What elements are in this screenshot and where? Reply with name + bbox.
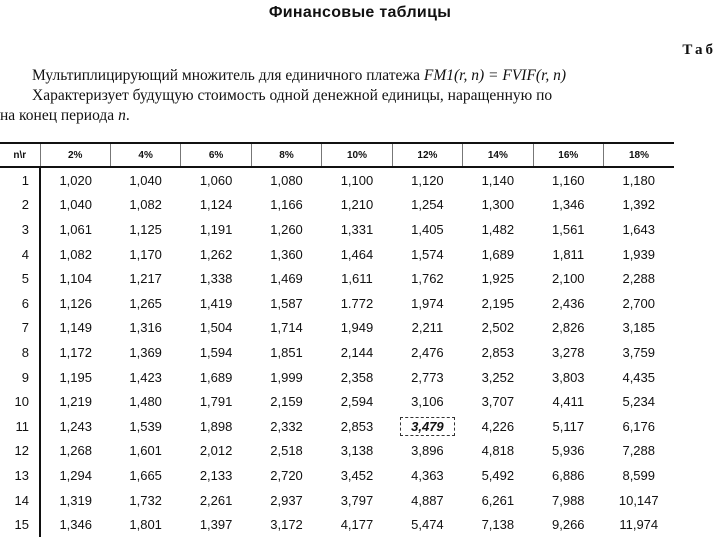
value-cell: 1,160 bbox=[552, 172, 585, 188]
value-cell: 1,243 bbox=[59, 418, 92, 434]
value-cell: 5,936 bbox=[552, 443, 585, 459]
value-cell: 1,061 bbox=[59, 221, 92, 237]
value-cell: 1,665 bbox=[129, 467, 162, 483]
value-cell: 3,759 bbox=[622, 344, 656, 360]
period-cell: 7 bbox=[0, 316, 40, 341]
value-cell: 1,331 bbox=[340, 221, 374, 237]
value-cell: 2,476 bbox=[411, 344, 444, 360]
table-row bbox=[0, 242, 674, 267]
value-cell: 1,714 bbox=[270, 320, 303, 336]
table-row bbox=[0, 167, 674, 193]
value-cell: 2,937 bbox=[270, 492, 303, 508]
rate-header: 16% bbox=[533, 143, 603, 167]
value-cell: 1,574 bbox=[411, 246, 444, 262]
period-cell: 8 bbox=[0, 340, 40, 365]
value-cell: 2,518 bbox=[270, 443, 303, 459]
value-cell: 1,338 bbox=[199, 271, 233, 287]
value-cell: 3,896 bbox=[411, 443, 444, 459]
caption-period: . bbox=[125, 107, 130, 124]
value-cell: 4,435 bbox=[622, 369, 656, 385]
value-cell: 1,125 bbox=[129, 221, 162, 237]
rate-header: 2% bbox=[40, 143, 110, 167]
value-cell: 11,974 bbox=[619, 517, 659, 533]
value-cell: 1,191 bbox=[199, 221, 233, 237]
value-cell: 5,234 bbox=[622, 394, 656, 410]
value-cell: 1,217 bbox=[129, 271, 162, 287]
value-cell: 2,853 bbox=[340, 418, 374, 434]
value-cell: 1,405 bbox=[411, 221, 444, 237]
period-cell: 3 bbox=[0, 217, 40, 242]
value-cell: 2,826 bbox=[552, 320, 585, 336]
page-title: Финансовые таблицы bbox=[268, 4, 452, 21]
value-cell: 1,811 bbox=[552, 246, 585, 262]
value-cell: 1,480 bbox=[129, 394, 162, 410]
value-cell: 3,138 bbox=[340, 443, 374, 459]
value-cell: 1.772 bbox=[340, 295, 374, 311]
caption-text: на конец периода bbox=[0, 107, 119, 124]
value-cell: 1,082 bbox=[129, 197, 162, 213]
value-cell: 2,720 bbox=[270, 467, 303, 483]
corner-header: n\r bbox=[0, 143, 40, 167]
table-row bbox=[0, 266, 674, 291]
value-cell: 3,278 bbox=[552, 344, 585, 360]
period-cell: 4 bbox=[0, 242, 40, 267]
value-cell: 1,180 bbox=[622, 172, 656, 188]
table-row bbox=[0, 488, 674, 513]
value-cell: 9,266 bbox=[552, 517, 585, 533]
value-cell: 1,126 bbox=[59, 295, 92, 311]
rate-header: 8% bbox=[251, 143, 321, 167]
value-cell: 1,419 bbox=[199, 295, 233, 311]
caption-line-1 bbox=[0, 66, 720, 86]
value-cell: 1,040 bbox=[129, 172, 162, 188]
period-cell: 15 bbox=[0, 512, 40, 537]
highlighted-value-cell bbox=[392, 414, 462, 439]
value-cell: 1,346 bbox=[552, 197, 585, 213]
table-row bbox=[0, 463, 674, 488]
value-cell: 1,300 bbox=[481, 197, 515, 213]
value-cell: 2,773 bbox=[411, 369, 444, 385]
value-cell: 2,261 bbox=[199, 492, 233, 508]
value-cell: 1,587 bbox=[270, 295, 303, 311]
table-row bbox=[0, 414, 674, 439]
value-cell: 1,762 bbox=[411, 271, 444, 287]
value-cell: 2,133 bbox=[199, 467, 233, 483]
value-cell: 3,252 bbox=[481, 369, 515, 385]
table-caption bbox=[0, 66, 720, 126]
value-cell: 1,254 bbox=[411, 197, 444, 213]
value-cell: 3,106 bbox=[411, 394, 444, 410]
value-cell: 1,265 bbox=[129, 295, 162, 311]
value-cell: 1,469 bbox=[270, 271, 303, 287]
rate-header: 14% bbox=[463, 143, 533, 167]
value-cell: 1,170 bbox=[129, 246, 162, 262]
value-cell: 1,539 bbox=[129, 418, 162, 434]
period-cell: 5 bbox=[0, 266, 40, 291]
rate-header: 10% bbox=[322, 143, 392, 167]
value-cell: 4,818 bbox=[481, 443, 515, 459]
value-cell: 1,319 bbox=[59, 492, 92, 508]
value-cell: 1,360 bbox=[270, 246, 303, 262]
value-cell: 7,138 bbox=[481, 517, 515, 533]
value-cell: 1,120 bbox=[411, 172, 444, 188]
rate-header: 18% bbox=[604, 143, 675, 167]
table-label: Таб bbox=[682, 42, 716, 58]
period-cell: 12 bbox=[0, 439, 40, 464]
value-cell: 1,939 bbox=[622, 246, 656, 262]
fvif-table bbox=[0, 142, 674, 537]
period-cell: 1 bbox=[0, 167, 40, 193]
value-cell: 3,172 bbox=[270, 517, 303, 533]
value-cell: 1,974 bbox=[411, 295, 444, 311]
value-cell: 4,363 bbox=[411, 467, 444, 483]
table-row bbox=[0, 365, 674, 390]
period-cell: 10 bbox=[0, 389, 40, 414]
value-cell: 1,925 bbox=[481, 271, 515, 287]
value-cell: 1,949 bbox=[340, 320, 374, 336]
value-cell: 1,149 bbox=[59, 320, 92, 336]
value-cell: 2,288 bbox=[622, 271, 656, 287]
value-cell: 1,172 bbox=[59, 344, 92, 360]
value-cell: 2,159 bbox=[270, 394, 303, 410]
table-row bbox=[0, 316, 674, 341]
table-row bbox=[0, 217, 674, 242]
value-cell: 6,886 bbox=[552, 467, 585, 483]
period-cell: 9 bbox=[0, 365, 40, 390]
value-cell: 1,732 bbox=[129, 492, 162, 508]
value-cell: 2,211 bbox=[411, 320, 444, 336]
value-cell: 7,288 bbox=[622, 443, 656, 459]
value-cell: 2,144 bbox=[340, 344, 374, 360]
value-cell: 2,700 bbox=[622, 295, 656, 311]
value-cell: 1,611 bbox=[341, 271, 373, 287]
value-cell: 7,988 bbox=[552, 492, 585, 508]
caption-variable: n bbox=[118, 107, 126, 124]
value-cell: 1,082 bbox=[59, 246, 92, 262]
value-cell: 3,707 bbox=[481, 394, 515, 410]
value-cell: 1,294 bbox=[59, 467, 92, 483]
period-cell: 6 bbox=[0, 291, 40, 316]
period-cell: 2 bbox=[0, 193, 40, 218]
value-cell: 1,561 bbox=[552, 221, 585, 237]
value-cell: 1,140 bbox=[481, 172, 515, 188]
value-cell: 1,464 bbox=[340, 246, 374, 262]
value-cell: 1,219 bbox=[59, 394, 92, 410]
value-cell: 2,195 bbox=[481, 295, 515, 311]
table-row bbox=[0, 439, 674, 464]
value-cell: 4,177 bbox=[340, 517, 374, 533]
value-cell: 1,262 bbox=[199, 246, 233, 262]
period-cell: 11 bbox=[0, 414, 40, 439]
value-cell: 1,100 bbox=[340, 172, 374, 188]
caption-line-2: Характеризует будущую стоимость одной денежной единицы, наращенную по bbox=[32, 87, 553, 104]
value-cell: 1,104 bbox=[59, 271, 92, 287]
value-cell: 1,060 bbox=[199, 172, 233, 188]
table-row bbox=[0, 512, 674, 537]
value-cell: 5,492 bbox=[481, 467, 515, 483]
value-cell: 1,316 bbox=[129, 320, 162, 336]
value-cell: 1,268 bbox=[59, 443, 92, 459]
value-cell: 1,851 bbox=[270, 344, 303, 360]
value-cell: 1,801 bbox=[129, 517, 162, 533]
value-cell: 10,147 bbox=[618, 492, 659, 508]
value-cell: 2,594 bbox=[340, 394, 374, 410]
value-cell: 1,020 bbox=[59, 172, 92, 188]
caption-formula: FM1(r, n) = FVIF(r, n) bbox=[423, 67, 567, 84]
value-cell: 1,369 bbox=[129, 344, 162, 360]
table-row bbox=[0, 291, 674, 316]
value-cell: 4,887 bbox=[411, 492, 444, 508]
highlighted-value: 3,479 bbox=[400, 417, 455, 436]
value-cell: 4,411 bbox=[552, 394, 585, 410]
value-cell: 1,397 bbox=[199, 517, 233, 533]
value-cell: 1,594 bbox=[199, 344, 233, 360]
value-cell: 2,100 bbox=[552, 271, 585, 287]
caption-line-3 bbox=[0, 106, 720, 126]
value-cell: 1,195 bbox=[59, 369, 92, 385]
value-cell: 1,898 bbox=[199, 418, 233, 434]
value-cell: 1,210 bbox=[340, 197, 374, 213]
value-cell: 1,601 bbox=[129, 443, 162, 459]
value-cell: 2,502 bbox=[481, 320, 515, 336]
table-row bbox=[0, 389, 674, 414]
period-cell: 14 bbox=[0, 488, 40, 513]
value-cell: 2,332 bbox=[270, 418, 303, 434]
value-cell: 1,482 bbox=[481, 221, 515, 237]
rate-header: 6% bbox=[181, 143, 251, 167]
value-cell: 1,040 bbox=[59, 197, 92, 213]
period-cell: 13 bbox=[0, 463, 40, 488]
header-row bbox=[0, 143, 674, 167]
value-cell: 8,599 bbox=[622, 467, 656, 483]
caption-text: Мультиплицирующий множитель для единичного платежа bbox=[32, 67, 424, 84]
value-cell: 1,689 bbox=[199, 369, 233, 385]
value-cell: 3,185 bbox=[622, 320, 656, 336]
value-cell: 2,358 bbox=[340, 369, 374, 385]
value-cell: 5,474 bbox=[411, 517, 444, 533]
value-cell: 1,260 bbox=[270, 221, 303, 237]
value-cell: 1,346 bbox=[59, 517, 92, 533]
value-cell: 1,999 bbox=[270, 369, 303, 385]
value-cell: 1,423 bbox=[129, 369, 162, 385]
value-cell: 1,504 bbox=[199, 320, 233, 336]
value-cell: 5,117 bbox=[552, 418, 585, 434]
value-cell: 1,791 bbox=[199, 394, 233, 410]
table-row bbox=[0, 193, 674, 218]
value-cell: 1,124 bbox=[199, 197, 233, 213]
rate-header: 12% bbox=[392, 143, 462, 167]
table-row bbox=[0, 340, 674, 365]
value-cell: 3,803 bbox=[552, 369, 585, 385]
value-cell: 1,392 bbox=[622, 197, 656, 213]
value-cell: 6,261 bbox=[481, 492, 515, 508]
value-cell: 1,166 bbox=[270, 197, 303, 213]
value-cell: 1,689 bbox=[481, 246, 515, 262]
value-cell: 2,853 bbox=[481, 344, 515, 360]
value-cell: 1,643 bbox=[622, 221, 656, 237]
value-cell: 2,012 bbox=[199, 443, 233, 459]
value-cell: 1,080 bbox=[270, 172, 303, 188]
value-cell: 3,452 bbox=[340, 467, 374, 483]
rate-header: 4% bbox=[110, 143, 180, 167]
value-cell: 6,176 bbox=[622, 418, 656, 434]
value-cell: 2,436 bbox=[552, 295, 585, 311]
value-cell: 4,226 bbox=[481, 418, 515, 434]
value-cell: 3,797 bbox=[340, 492, 374, 508]
